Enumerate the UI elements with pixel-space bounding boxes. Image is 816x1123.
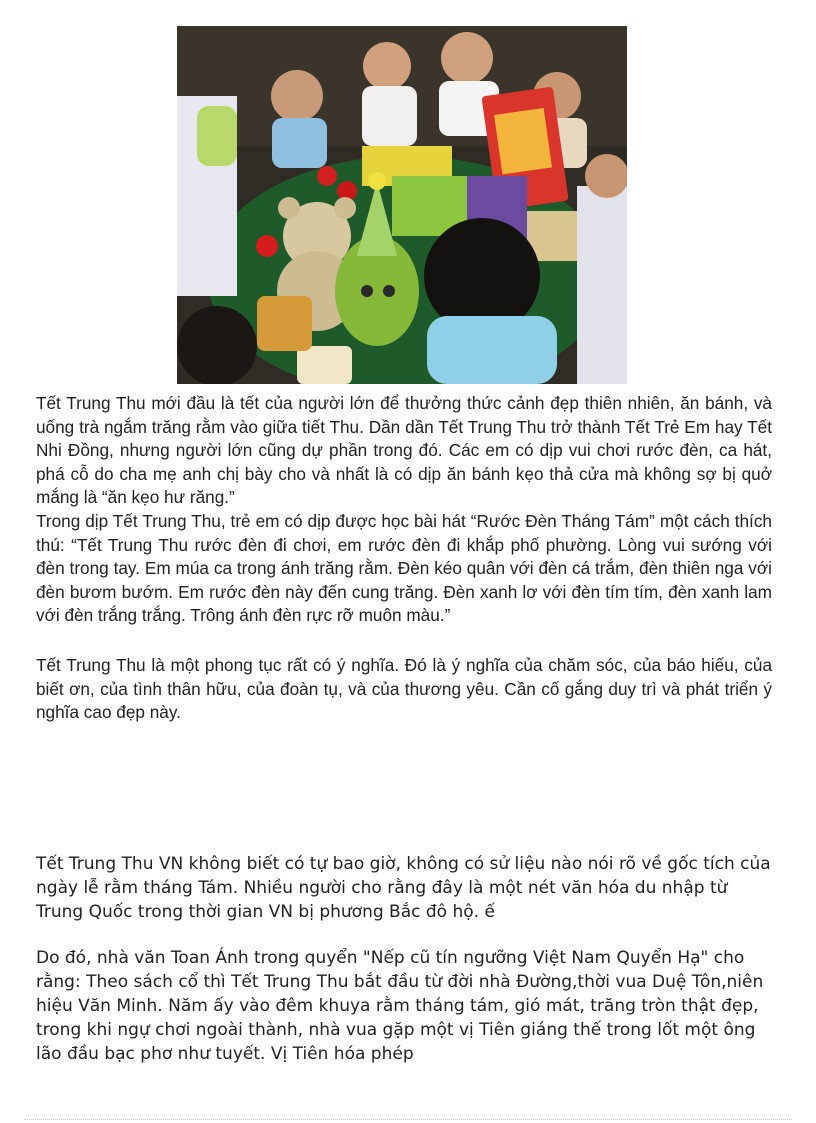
paragraph-meaning: Tết Trung Thu là một phong tục rất có ý nghĩa. Đó là ý nghĩa của chăm sóc, của báo hiếu, của biết ơn, của tình thân hữu, của đoàn tụ, và của thương yêu. Cần cố gắng duy trì và phát triển ý nghĩa cao đẹp này.	[36, 655, 772, 722]
paragraph-intro: Tết Trung Thu mới đầu là tết của người lớn để thưởng thức cảnh đẹp thiên nhiên, ăn bánh, và uống trà ngắm trăng rằm vào giữa tiết Thu. Dần dần Tết Trung Thu trở thành Tết Trẻ Em hay Tết Nhi Đồng, nhưng người lớn cũng dự phần trong đó. Các em có dịp vui chơi rước đèn, ca hát, phá cỗ do cha mẹ anh chị bày cho và nhất là có dịp ăn bánh kẹo thả cửa mà không sợ bị quở mắng là “ăn kẹo hư răng.”	[36, 393, 772, 507]
festival-photo-illustration	[177, 26, 627, 384]
page-bottom-divider	[24, 1119, 792, 1120]
paragraph-song: Trong dịp Tết Trung Thu, trẻ em có dịp được học bài hát “Rước Đèn Tháng Tám” một cách thích thú: “Tết Trung Thu rước đèn đi chơi, em rước đèn đi khắp phố phường. Lòng vui sướng với đèn trong tay. Em múa ca trong ánh trăng rằm. Đèn kéo quân với đèn cá trắm, đèn thiên nga với đèn bươm bướm. Em rước đèn này đến cung trăng. Đèn xanh lơ với đèn tím tím, đèn xanh lam với đèn trắng trắng. Trông ánh đèn rực rỡ muôn màu.”	[36, 511, 772, 625]
festival-photo	[177, 26, 627, 384]
paragraph-legend: Do đó, nhà văn Toan Ánh trong quyển "Nếp cũ tín ngưỡng Việt Nam Quyển Hạ" cho rằng: Theo sách cổ thì Tết Trung Thu bắt đầu từ đời nhà Đường,thời vua Duệ Tôn,niên hiệu Văn Minh. Năm ấy vào đêm khuya rằm tháng tám, gió mát, trăng tròn thật đẹp, trong khi ngự chơi ngoài thành, nhà vua gặp một vị Tiên giáng thế trong lốt một ông lão đầu bạc phơ như tuyết. Vị Tiên hóa phép	[36, 948, 764, 1064]
paragraph-origin: Tết Trung Thu VN không biết có tự bao giờ, không có sử liệu nào nói rõ về gốc tích của ngày lễ rằm tháng Tám. Nhiều người cho rằng đây là một nét văn hóa du nhập từ Trung Quốc trong thời gian VN bị phương Bắc đô hộ. ế	[36, 854, 771, 922]
